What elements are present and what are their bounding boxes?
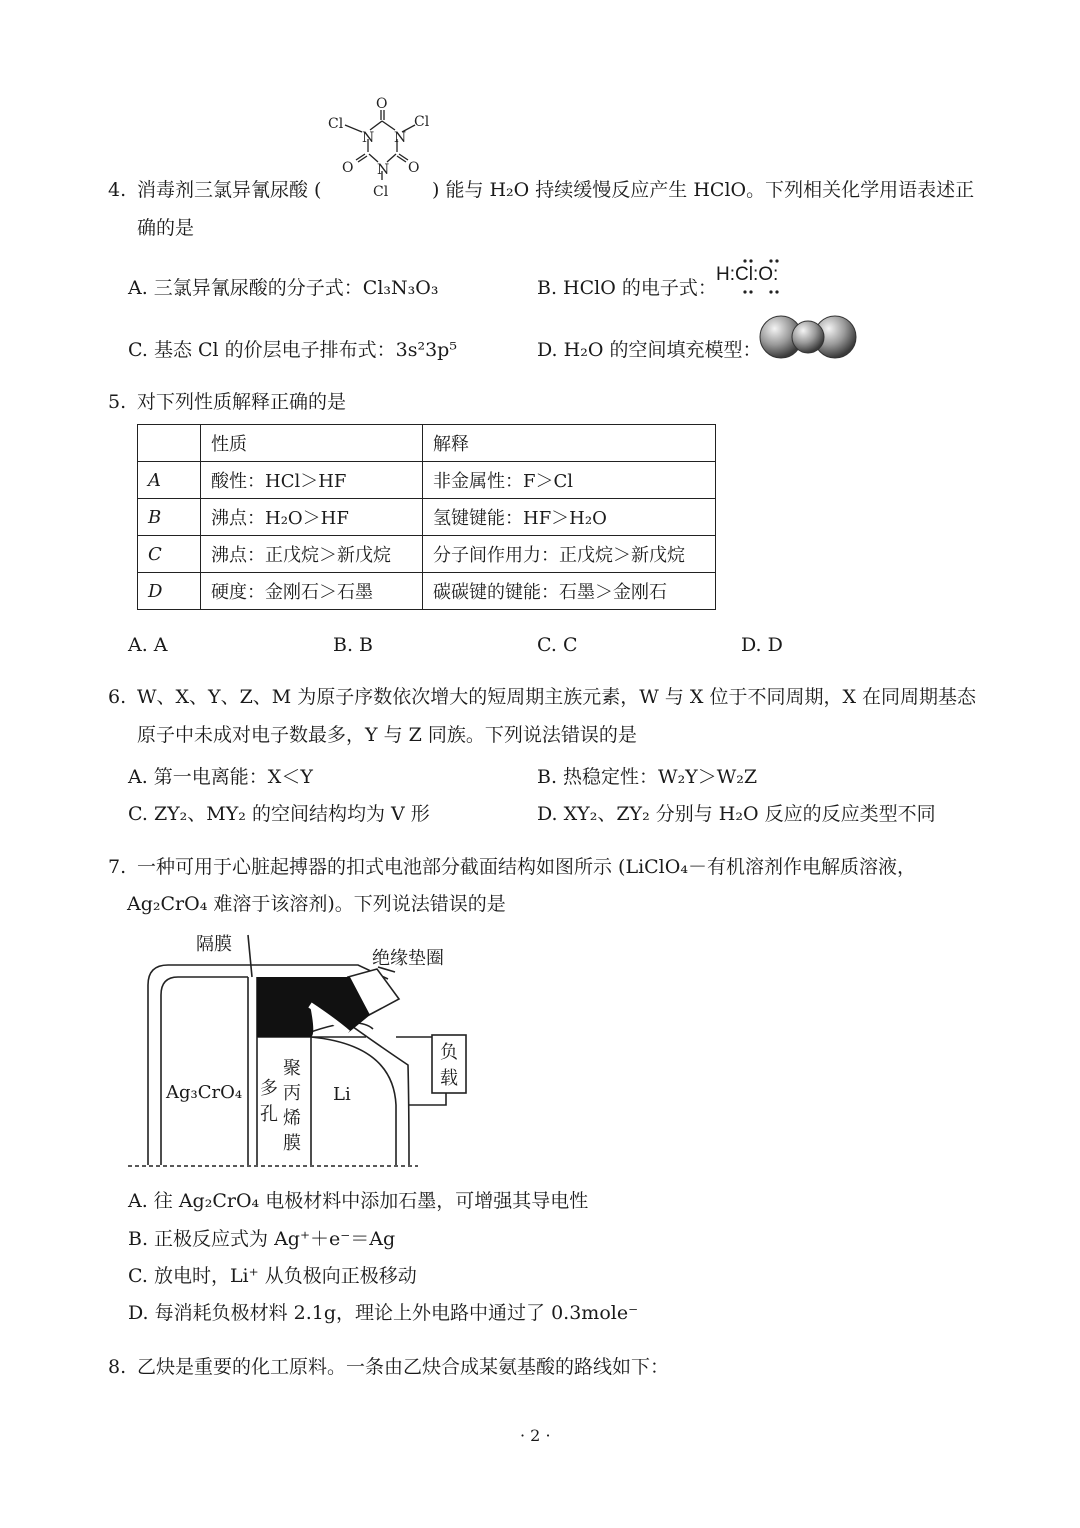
q7-option-b: B. 正极反应式为 Ag⁺＋e⁻＝Ag [128, 1228, 396, 1250]
table-cell: 分子间作用力：正戊烷＞新戊烷 [423, 536, 716, 573]
lone-pair-dots [716, 258, 796, 294]
q4-stem-line2: 确的是 [137, 217, 195, 239]
q5-option-d: D. D [741, 634, 783, 656]
label-polypropylene-membrane: 聚丙烯膜 [283, 1058, 301, 1154]
table-cell: 沸点：正戊烷＞新戊烷 [201, 536, 423, 573]
table-cell: A [138, 462, 201, 499]
cl-left-label: Cl [328, 116, 344, 132]
page-number: · 2 · [520, 1426, 551, 1445]
table-cell: 沸点：H₂O＞HF [201, 499, 423, 536]
q4-stem-part1: 消毒剂三氯异氰尿酸 ( [137, 179, 322, 201]
cl-right-label: Cl [414, 114, 430, 130]
table-cell: 酸性：HCl＞HF [201, 462, 423, 499]
label-cathode: Ag₃CrO₄ [166, 1082, 243, 1103]
q5-stem: 对下列性质解释正确的是 [137, 391, 347, 413]
table-header-cell [138, 425, 201, 462]
o-right-label: O [408, 160, 420, 176]
q4-option-c: C. 基态 Cl 的价层电子排布式：3s²3p⁵ [128, 339, 457, 361]
table-row [138, 573, 716, 610]
q6-stem-line1: W、X、Y、Z、M 为原子序数依次增大的短周期主族元素，W 与 X 位于不同周期，X 在同周期基态 [137, 686, 977, 708]
q6-number: 6. [108, 686, 127, 708]
n-left-label: N [362, 130, 375, 146]
q7-number: 7. [108, 856, 127, 878]
q7-option-a: A. 往 Ag₂CrO₄ 电极材料中添加石墨，可增强其导电性 [128, 1190, 589, 1212]
q6-option-b: B. 热稳定性：W₂Y＞W₂Z [537, 766, 758, 788]
label-lithium: Li [333, 1084, 351, 1105]
q7-stem-line1: 一种可用于心脏起搏器的扣式电池部分截面结构如图所示 (LiClO₄－有机溶剂作电解质溶液， [137, 856, 916, 878]
q6-option-d: D. XY₂、ZY₂ 分别与 H₂O 反应的反应类型不同 [537, 803, 936, 825]
q7-stem-line2: Ag₂CrO₄ 难溶于该溶剂)。下列说法错误的是 [127, 893, 506, 915]
h2o-space-filling-model [757, 313, 859, 361]
q5-number: 5. [108, 391, 127, 413]
label-load: 负载 [440, 1042, 458, 1089]
table-header-cell: 解释 [423, 425, 716, 462]
q4-option-b: B. HClO 的电子式： [537, 277, 717, 299]
q5-option-a: A. A [128, 634, 168, 656]
n-bottom-label: N [377, 162, 390, 178]
q4-stem-part2: ) 能与 H₂O 持续缓慢反应产生 HClO。下列相关化学用语表述正 [432, 179, 975, 201]
label-porous: 多孔 [260, 1078, 278, 1125]
table-cell: 硬度：金刚石＞石墨 [201, 573, 423, 610]
cl-bottom-label: Cl [373, 184, 389, 200]
q4-option-a: A. 三氯异氰尿酸的分子式：Cl₃N₃O₃ [128, 277, 439, 299]
table-header-cell: 性质 [201, 425, 423, 462]
q4-number: 4. [108, 179, 127, 201]
q6-option-c: C. ZY₂、MY₂ 的空间结构均为 V 形 [128, 803, 430, 825]
o-top-label: O [376, 96, 388, 112]
q7-option-c: C. 放电时，Li⁺ 从负极向正极移动 [128, 1265, 417, 1287]
q5-option-c: C. C [537, 634, 578, 656]
table-cell: 碳碳键的键能：石墨＞金刚石 [423, 573, 716, 610]
table-row [138, 536, 716, 573]
table-cell: 非金属性：F＞Cl [423, 462, 716, 499]
table-row [138, 462, 716, 499]
hclo-electron-formula [716, 258, 796, 294]
table-cell: B [138, 499, 201, 536]
q6-option-a: A. 第一电离能：X＜Y [128, 766, 313, 788]
q8-stem: 乙炔是重要的化工原料。一条由乙炔合成某氨基酸的路线如下： [137, 1356, 670, 1378]
trichloroisocyanuric-acid-structure [320, 92, 440, 204]
q8-number: 8. [108, 1356, 127, 1378]
n-right-label: N [394, 130, 407, 146]
label-membrane: 隔膜 [196, 934, 232, 955]
q4-option-d: D. H₂O 的空间填充模型： [537, 339, 762, 361]
q6-stem-line2: 原子中未成对电子数最多，Y 与 Z 同族。下列说法错误的是 [137, 724, 637, 746]
hclo-formula-text: H:Cl:O: [716, 264, 779, 285]
table-cell: 氢键键能：HF＞H₂O [423, 499, 716, 536]
table-cell: C [138, 536, 201, 573]
q7-option-d: D. 每消耗负极材料 2.1g，理论上外电路中通过了 0.3mole⁻ [128, 1302, 639, 1324]
table-row [138, 499, 716, 536]
table-header-row [138, 425, 716, 462]
q5-option-b: B. B [333, 634, 374, 656]
properties-table [137, 424, 716, 610]
o-left-label: O [342, 160, 354, 176]
label-gasket: 绝缘垫圈 [372, 948, 444, 969]
table-cell: D [138, 573, 201, 610]
